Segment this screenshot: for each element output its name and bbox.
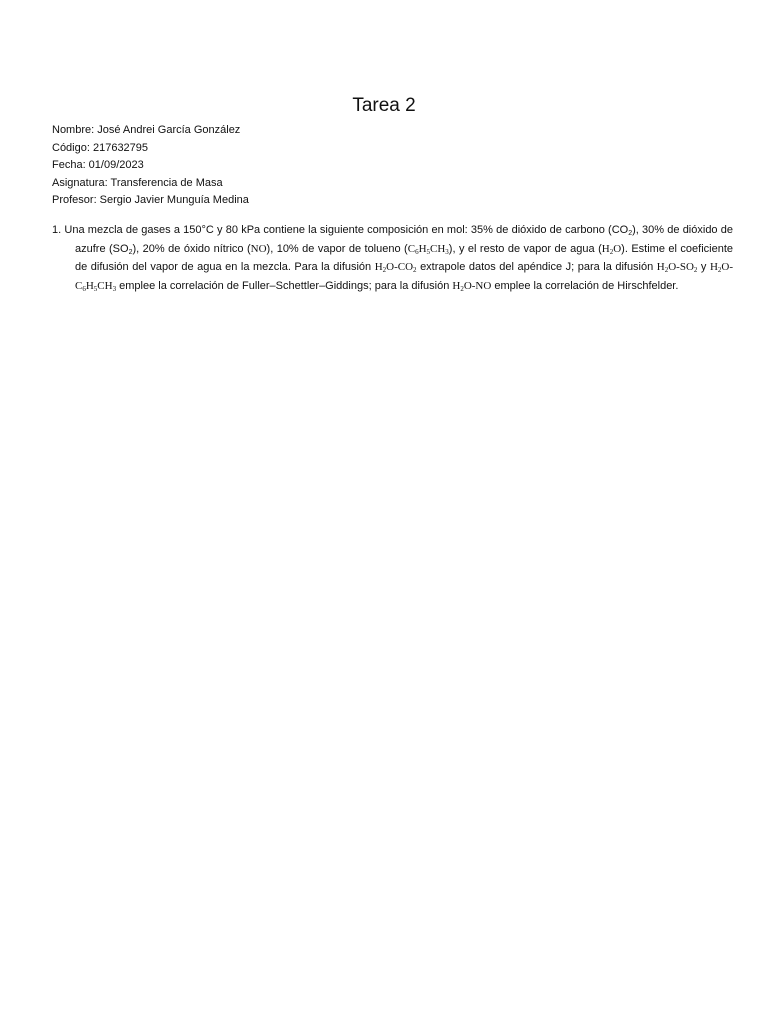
subscript: 2: [460, 284, 464, 293]
student-code-line: Código: 217632795: [52, 141, 149, 154]
formula-part: O-NO: [463, 279, 492, 292]
subscript: 3: [112, 284, 117, 293]
question-text: Una mezcla de gases a 150°C y 80 kPa contiene la siguiente composición en mol: 35% de dióxido de carbono (CO: [64, 224, 629, 236]
professor-line: Profesor: Sergio Javier Munguía Medina: [52, 194, 249, 206]
subject-line: Asignatura: Transferencia de Masa: [52, 176, 223, 189]
question-number: 1.: [52, 224, 62, 236]
subscript: 2: [128, 248, 133, 256]
subscript: 2: [382, 266, 387, 274]
formula-part: H: [374, 261, 383, 273]
formula-part: CH: [97, 279, 113, 292]
question-text: y: [697, 261, 710, 273]
question-text: ), 30% de dióxido de azufre (SO: [75, 224, 733, 255]
student-name-line: Nombre: José Andrei García González: [52, 124, 241, 136]
subscript: 2: [717, 266, 722, 274]
formula-toluene: [408, 243, 449, 255]
subscript: 2: [693, 266, 698, 274]
formula-part: O-C: [75, 261, 733, 292]
question-text: ). Estime el coeficiente de difusión del vapor de agua en la mezcla. Para la difusión: [75, 242, 734, 273]
subscript: 5: [426, 247, 431, 256]
student-info: [52, 122, 249, 210]
date-line: Fecha: 01/09/2023: [52, 159, 144, 171]
formula-part: H: [601, 242, 610, 255]
formula-part: H: [452, 279, 461, 292]
formula-h2o-co2: [375, 261, 417, 273]
formula-part: H: [656, 261, 665, 273]
question-text: ), y el resto de vapor de agua (: [448, 242, 602, 255]
formula-water: [602, 243, 621, 255]
formula-h2o-so2: [657, 261, 698, 273]
subscript: 6: [82, 284, 86, 293]
question-1: [52, 221, 733, 295]
formula-part: H: [418, 242, 427, 255]
subscript: 5: [93, 284, 98, 293]
subscript: 3: [445, 247, 449, 256]
question-text: ), 20% de óxido nítrico (: [132, 242, 251, 255]
formula-part: H: [709, 261, 718, 273]
question-text: extrapole datos del apéndice J; para la difusión: [416, 261, 657, 273]
formula-part: O-SO: [668, 261, 694, 273]
question-text: emplee la correlación de Hirschfelder.: [491, 279, 679, 292]
subscript: 2: [609, 247, 614, 256]
subscript: 2: [413, 266, 417, 274]
subscript: 6: [415, 247, 419, 256]
question-text: emplee la correlación de Fuller–Schettler–Giddings; para la difusión: [116, 279, 453, 292]
formula-part: O-CO: [386, 261, 414, 273]
formula-no: NO: [250, 242, 267, 255]
subscript: 2: [628, 230, 633, 237]
document-title: Tarea 2: [352, 95, 416, 116]
question-text: ), 10% de vapor de tolueno (: [266, 242, 408, 255]
formula-part: CH: [430, 242, 446, 255]
formula-part: C: [407, 242, 416, 255]
subscript: 2: [664, 266, 669, 274]
formula-part: H: [85, 279, 94, 292]
formula-part: O: [613, 242, 622, 255]
formula-h2o-no: [452, 280, 491, 292]
